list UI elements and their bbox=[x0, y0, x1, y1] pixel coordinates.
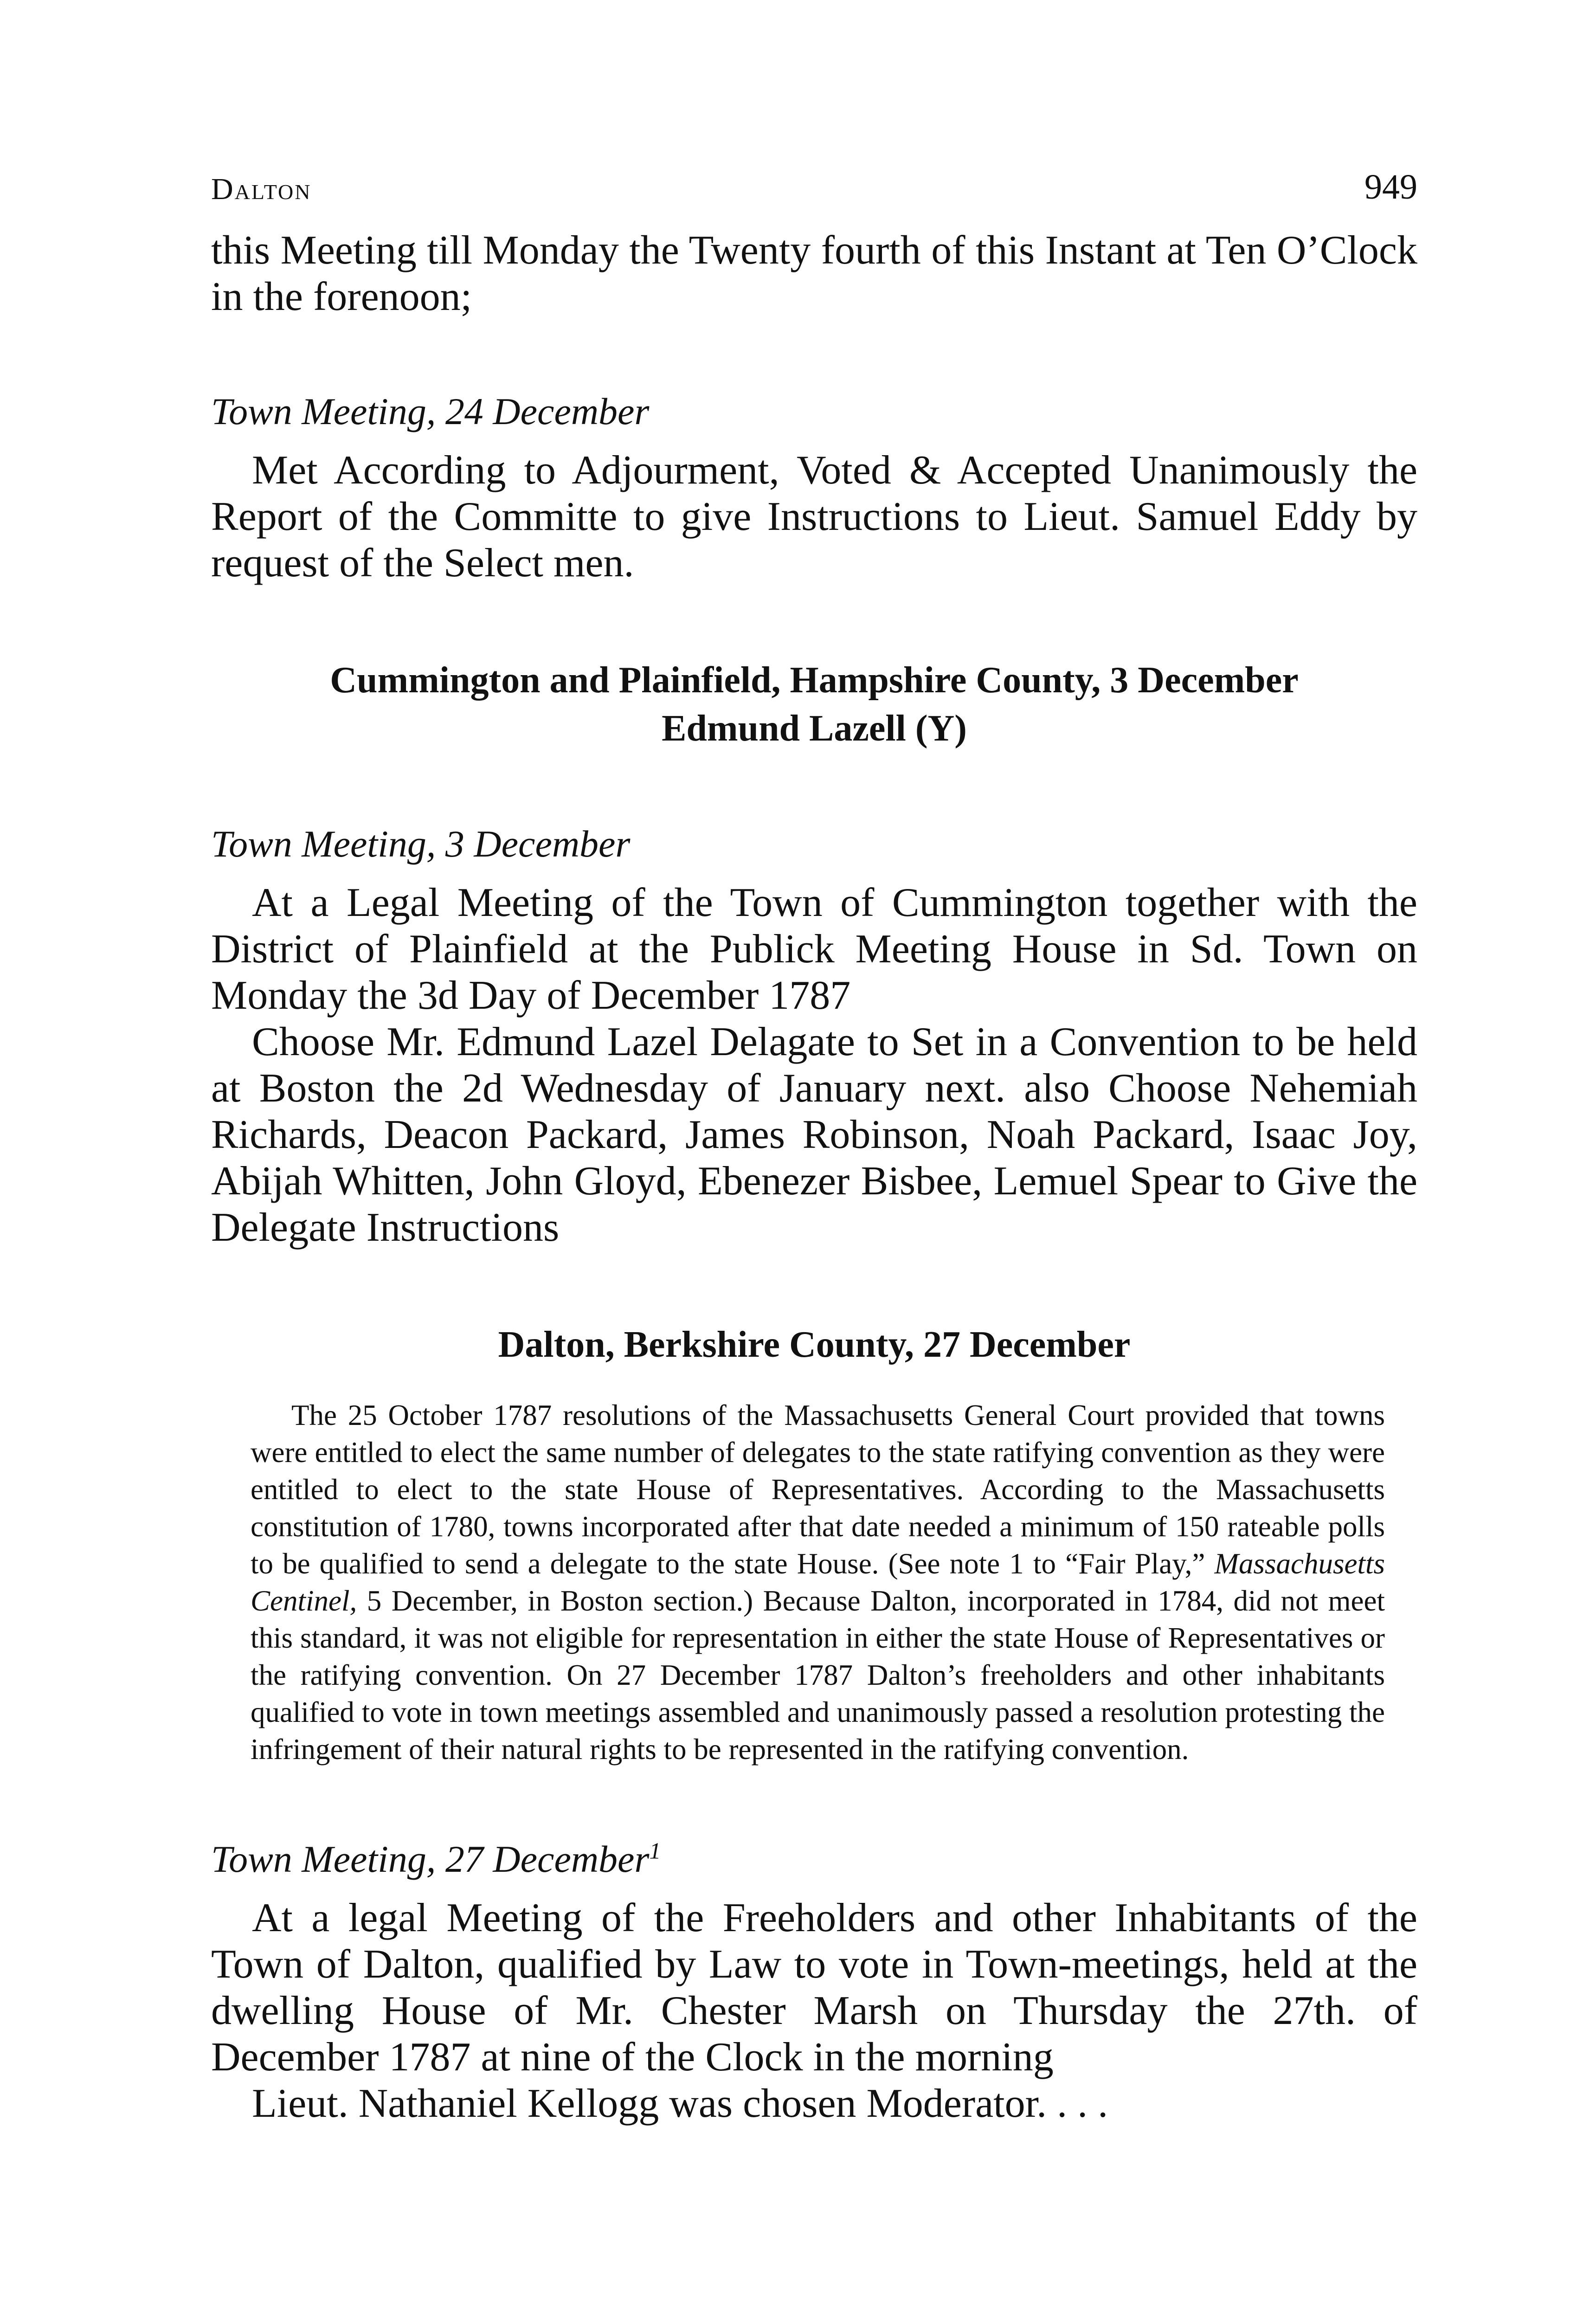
meeting-24-december-text: Met According to Adjourment, Voted & Accepted Unanimously the Report of the Committe to give Instructions to Lieut. Samuel Eddy by request of the Select men. bbox=[211, 448, 1417, 586]
meeting-heading-3-december: Town Meeting, 3 December bbox=[211, 823, 631, 865]
cummington-paragraph-1: At a Legal Meeting of the Town of Cummington together with the District of Plainfield at the Publick Meeting House in Sd. Town on Monday the 3d Day of December 1787 bbox=[211, 880, 1417, 1018]
section-title-cummington: Cummington and Plainfield, Hampshire County, 3 December bbox=[330, 660, 1299, 701]
section-subtitle-cummington: Edmund Lazell (Y) bbox=[662, 708, 967, 749]
editorial-note-part-2: 5 December, in Boston section.) Because Dalton, incorporated in 1784, did not meet this standard, it was not eligible for representation in either the state House of Representatives or the ratifying convention. On 27 December 1787 Dalton’s freeholders and other inhabitants qualified to vote in town meetings assembled and unanimously passed a resolution protesting the infringement of their natural rights to be represented in the ratifying convention. bbox=[251, 1585, 1385, 1766]
editorial-note-italic-citation: Massachusetts Centinel, bbox=[251, 1547, 1385, 1617]
editorial-note-part-1: The 25 October 1787 resolutions of the Massachusetts General Court provided that towns were entitled to elect the same number of delegates to the state ratifying convention as they were entitled to elect to the state House of Representatives. According to the Massachusetts constitution of 1780, towns incorporated after that date needed a minimum of 150 rateable polls to be qualified to send a delegate to the state House. (See note 1 to “Fair Play,” bbox=[251, 1399, 1385, 1580]
meeting-heading-27-december bbox=[211, 1837, 1417, 1881]
page-header bbox=[211, 153, 1417, 209]
dalton-paragraph-2: Lieut. Nathaniel Kellogg was chosen Moderator. . . . bbox=[252, 2081, 1108, 2126]
continuation-paragraph: this Meeting till Monday the Twenty fourth of this Instant at Ten O’Clock in the forenoon; bbox=[211, 228, 1417, 319]
document-page bbox=[211, 153, 1417, 2127]
meeting-heading-24-december: Town Meeting, 24 December bbox=[211, 390, 650, 432]
dalton-paragraph-1: At a legal Meeting of the Freeholders and other Inhabitants of the Town of Dalton, qualified by Law to vote in Town-meetings, held at the dwelling House of Mr. Chester Marsh on Thursday the 27th. of December 1787 at nine of the Clock in the morning bbox=[211, 1895, 1417, 2080]
footnote-marker: 1 bbox=[649, 1837, 661, 1864]
meeting-heading-27-december-text: Town Meeting, 27 December bbox=[211, 1838, 650, 1880]
page-number: 949 bbox=[1364, 168, 1417, 206]
section-title-dalton: Dalton, Berkshire County, 27 December bbox=[498, 1324, 1131, 1365]
editorial-note bbox=[251, 1397, 1385, 1768]
running-head: Dalton bbox=[211, 172, 312, 206]
cummington-paragraph-2: Choose Mr. Edmund Lazel Delagate to Set in a Convention to be held at Boston the 2d Wednesday of January next. also Choose Nehemiah Richards, Deacon Packard, James Robinson, Noah Packard, Isaac Joy, Abijah Whitten, John Gloyd, Ebenezer Bisbee, Lemuel Spear to Give the Delegate Instructions bbox=[211, 1019, 1417, 1250]
